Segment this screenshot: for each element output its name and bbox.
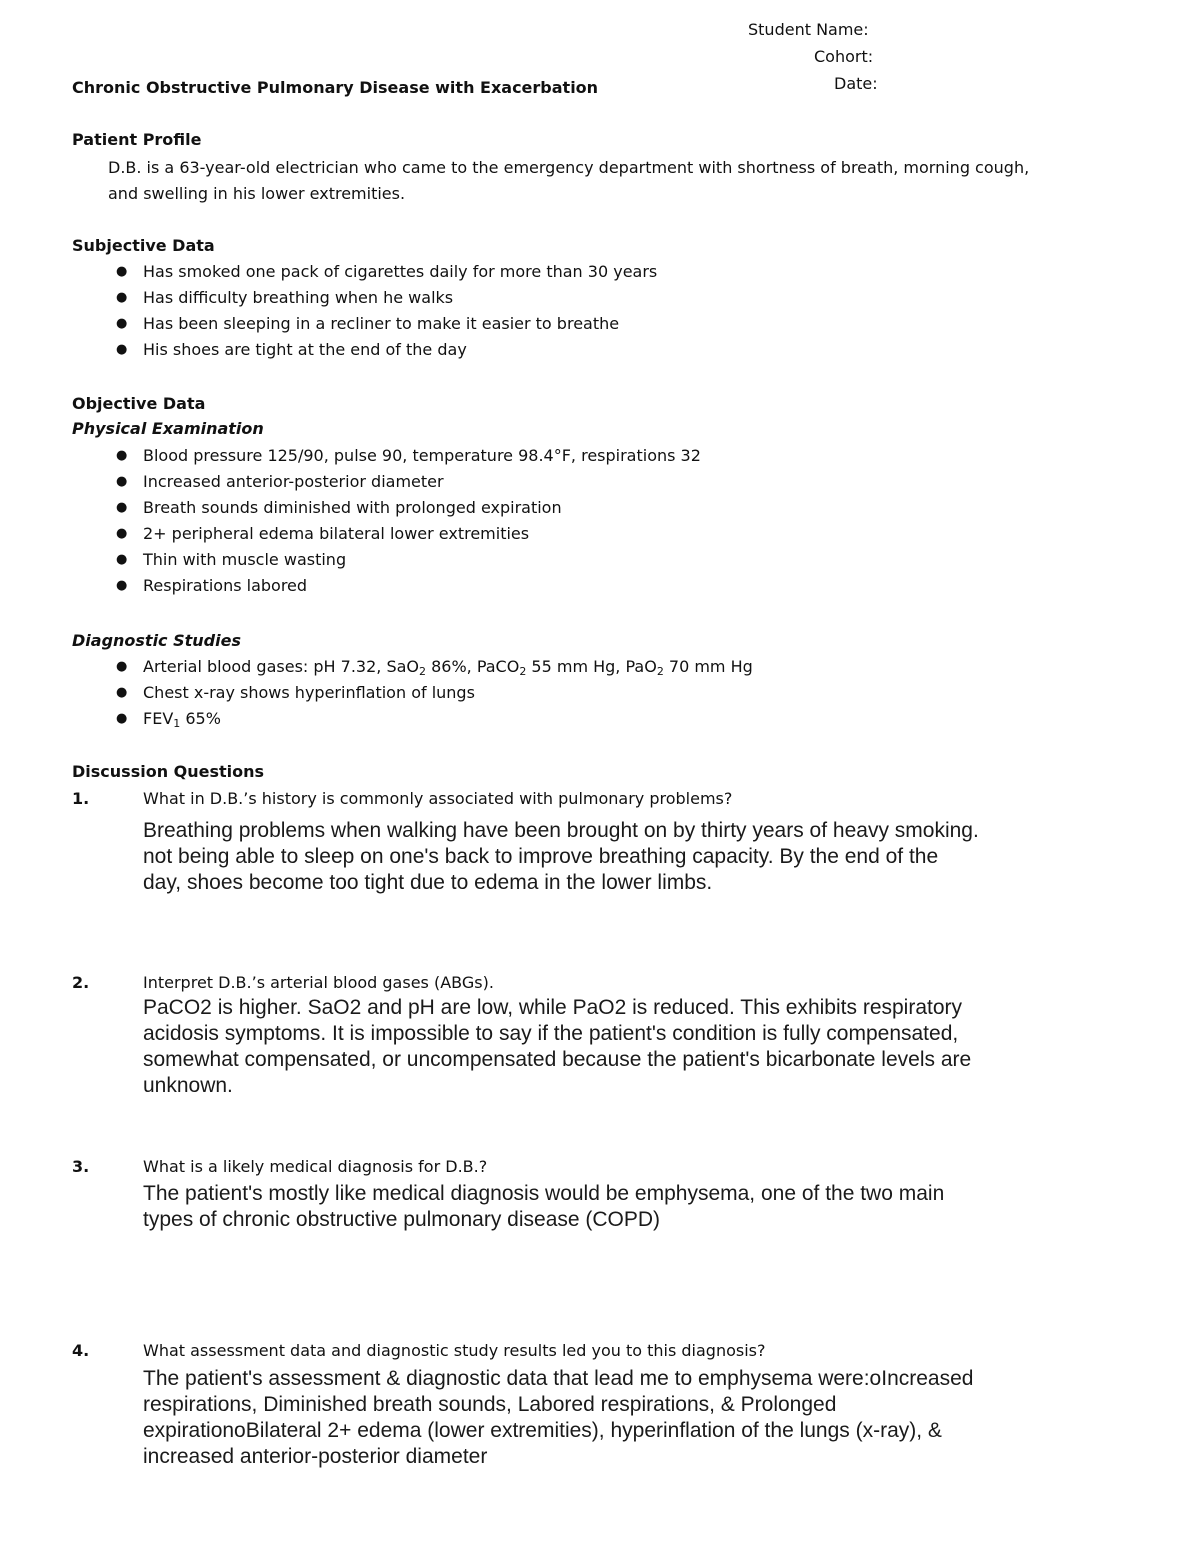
question-number: 2.	[72, 973, 90, 992]
bullet-icon: ●	[116, 578, 128, 593]
question-number: 3.	[72, 1157, 90, 1176]
bullet-icon: ●	[116, 500, 128, 515]
patient-profile-line-1: D.B. is a 63-year-old electrician who came to the emergency department with shortness of breath, morning cough,	[108, 158, 1030, 177]
bullet-icon: ●	[116, 526, 128, 541]
physical-exam-subheading: Physical Examination	[72, 419, 264, 438]
student-name-label: Student Name:	[748, 20, 869, 39]
objective-heading: Objective Data	[72, 394, 206, 413]
answer-4: The patient's assessment & diagnostic data that lead me to emphysema were:oIncreased respirations, Diminished breath sounds, Labored respirations, & Prolonged expirationoBilateral 2+ edema (lower extremities), hyperinflation of the lungs (x-ray), & increased anterior-posterior diameter	[143, 1367, 974, 1468]
answer-1: Breathing problems when walking have been brought on by thirty years of heavy smoking. not being able to sleep on one's back to improve breathing capacity. By the end of the day, shoes become too tight due to edema in the lower limbs.	[143, 819, 979, 894]
bullet-icon: ●	[116, 290, 128, 305]
bullet-icon: ●	[116, 659, 128, 674]
cohort-label: Cohort:	[814, 47, 874, 66]
patient-profile-heading: Patient Profile	[72, 130, 202, 149]
question-number: 1.	[72, 789, 90, 808]
fev-text: $FEV_1$ 65%	[143, 709, 221, 730]
question-text: Interpret D.B.’s arterial blood gases (ABGs).	[143, 973, 494, 992]
page-title: Chronic Obstructive Pulmonary Disease with Exacerbation	[72, 78, 599, 97]
bullet-icon: ●	[116, 711, 128, 726]
bullet-icon: ●	[116, 316, 128, 331]
question-text: What assessment data and diagnostic study results led you to this diagnosis?	[143, 1341, 766, 1360]
patient-profile-line-2: and swelling in his lower extremities.	[108, 184, 406, 203]
abg-text: Arterial blood gases: pH 7.32, SaO$_2$ 86%, PaCO$_2$ 55 mm Hg, PaO$_2$ 70 mm Hg	[143, 657, 753, 678]
bullet-icon: ●	[116, 342, 128, 357]
question-text: What in D.B.’s history is commonly associated with pulmonary problems?	[143, 789, 733, 808]
answer-3: The patient's mostly like medical diagnosis would be emphysema, one of the two main types of chronic obstructive pulmonary disease (COPD)	[143, 1182, 945, 1231]
question-text: What is a likely medical diagnosis for D.B.?	[143, 1157, 488, 1176]
date-label: Date:	[834, 74, 878, 93]
bullet-icon: ●	[116, 552, 128, 567]
diagnostic-heading: Diagnostic Studies	[72, 631, 241, 650]
answer-2: PaCO2 is higher. SaO2 and pH are low, while PaO2 is reduced. This exhibits respiratory acidosis symptoms. It is impossible to say if the patient's condition is fully compensated, somewhat compensated, or uncompensated because the patient's bicarbonate levels are unknown.	[143, 996, 972, 1097]
bullet-icon: ●	[116, 264, 128, 279]
bullet-icon: ●	[116, 685, 128, 700]
bullet-icon: ●	[116, 474, 128, 489]
discussion-heading: Discussion Questions	[72, 762, 265, 781]
bullet-icon: ●	[116, 448, 128, 463]
question-number: 4.	[72, 1341, 90, 1360]
subjective-heading: Subjective Data	[72, 236, 215, 255]
